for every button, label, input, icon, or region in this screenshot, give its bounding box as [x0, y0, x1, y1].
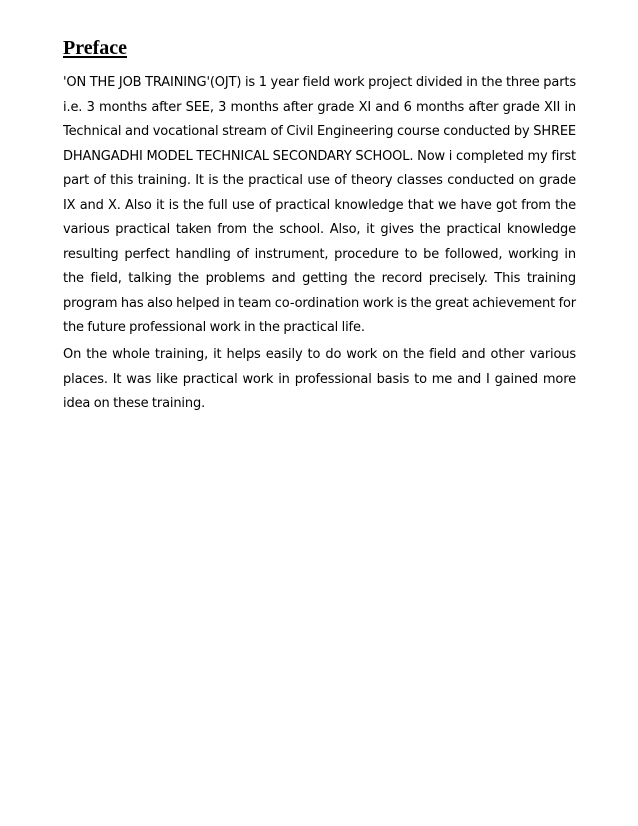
preface-paragraph-2: On the whole training, it helps easily to do work on the field and other various places. It was like practical work in professional basis to me and I gained more idea on these training.: [63, 347, 576, 411]
page-title: Preface: [63, 37, 128, 59]
preface-paragraph-1: 'ON THE JOB TRAINING'(OJT) is 1 year field work project divided in the three parts i.e. 3 months after SEE, 3 months after grade XI and 6 months after grade XII in Technical and vocational stream of Civil Engineering course conducted by SHREE DHANGADHI MODEL TECHNICAL SECONDARY SCHOOL. Now i completed my first part of this training. It is the practical use of theory classes conducted on grade IX and X. Also it is the full use of practical knowledge that we have got from the various practical taken from the school. Also, it gives the practical knowledge resulting perfect handling of instrument, procedure to be followed, working in the field, talking the problems and getting the record precisely. This training program has also helped in team co-ordination work is the great achievement for the future professional work in the practical life.: [63, 75, 576, 335]
